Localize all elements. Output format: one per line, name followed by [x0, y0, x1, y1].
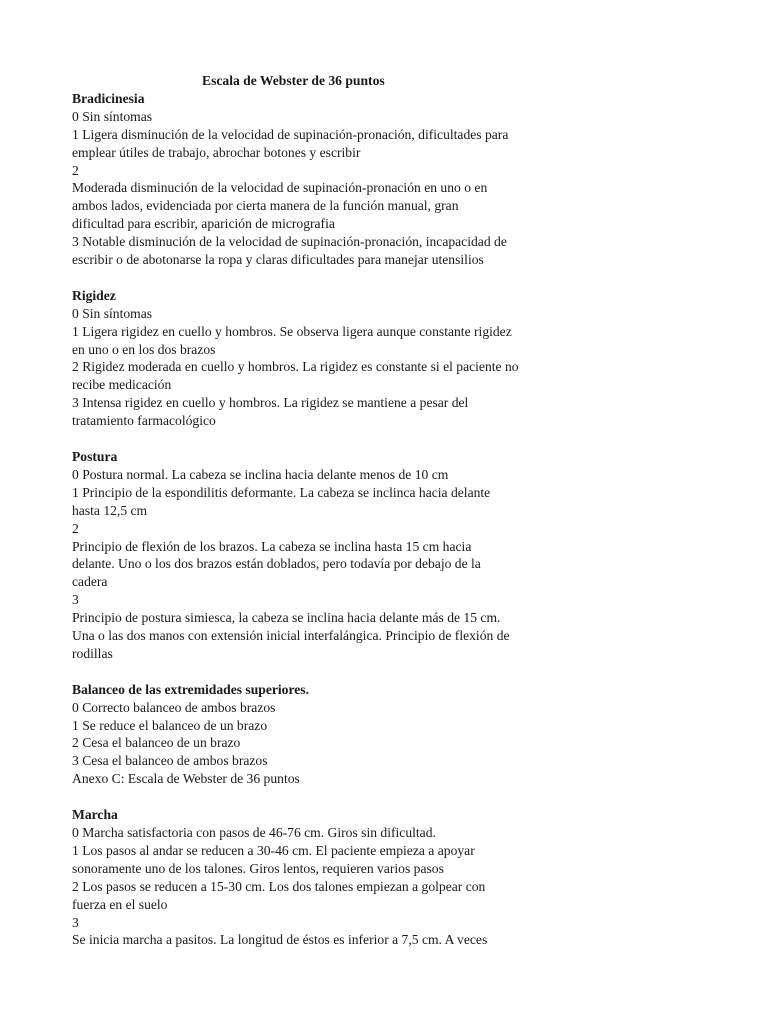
- text-line: escribir o de abotonarse la ropa y claras dificultades para manejar utensilios: [72, 252, 484, 268]
- text-line: 3 Intensa rigidez en cuello y hombros. La rigidez se mantiene a pesar del: [72, 395, 469, 411]
- section-balanceo: [72, 681, 572, 788]
- text-line: 0 Postura normal. La cabeza se inclina hacia delante menos de 10 cm: [72, 466, 449, 482]
- text-line: emplear útiles de trabajo, abrochar botones y escribir: [72, 144, 361, 160]
- section-bradicinesia: [72, 90, 572, 269]
- text-line: cadera: [72, 574, 108, 590]
- text-line: hasta 12,5 cm: [72, 502, 148, 518]
- text-line: fuerza en el suelo: [72, 896, 168, 912]
- text-line: Principio de flexión de los brazos. La cabeza se inclina hasta 15 cm hacia: [72, 538, 472, 554]
- section-heading: Postura: [72, 449, 118, 464]
- text-line: 0 Sin síntomas: [72, 305, 153, 321]
- document-title: Escala de Webster de 36 puntos: [202, 73, 385, 88]
- section-rigidez: [72, 287, 572, 430]
- text-line: recibe medicación: [72, 377, 172, 393]
- text-line: 2 Los pasos se reducen a 15-30 cm. Los dos talones empiezan a golpear con: [72, 878, 486, 894]
- section-marcha: [72, 806, 572, 949]
- text-line: 0 Marcha satisfactoria con pasos de 46-76 cm. Giros sin dificultad.: [72, 825, 436, 840]
- section-heading: Marcha: [72, 807, 118, 823]
- text-line: dificultad para escribir, aparición de micrografia: [72, 216, 335, 232]
- text-line: Principio de postura simiesca, la cabeza se inclina hacia delante más de 15 cm.: [72, 610, 501, 626]
- text-line: Se inicia marcha a pasitos. La longitud de éstos es inferior a 7,5 cm. A veces: [72, 932, 488, 948]
- text-line: 1 Principio de la espondilitis deformante. La cabeza se inclinca hacia delante: [72, 484, 491, 500]
- section-heading: Bradicinesia: [72, 90, 145, 106]
- text-line: 0 Sin síntomas: [72, 108, 153, 124]
- text-line: 3: [72, 592, 79, 608]
- text-line: 0 Correcto balanceo de ambos brazos: [72, 699, 276, 715]
- text-line: Una o las dos manos con extensión inicial interfalángica. Principio de flexión de: [72, 628, 510, 644]
- text-line: 3 Cesa el balanceo de ambos brazos: [72, 753, 268, 769]
- text-line: Moderada disminución de la velocidad de supinación-pronación en uno o en: [72, 180, 488, 196]
- text-line: 3 Notable disminución de la velocidad de supinación-pronación, incapacidad de: [72, 234, 507, 250]
- text-line: Anexo C: Escala de Webster de 36 puntos: [72, 771, 300, 787]
- text-line: tratamiento farmacológico: [72, 413, 216, 429]
- section-heading: Balanceo de las extremidades superiores.: [72, 681, 309, 697]
- document-page: [72, 72, 572, 967]
- text-line: ambos lados, evidenciada por cierta manera de la función manual, gran: [72, 198, 459, 214]
- text-line: 1 Ligera rigidez en cuello y hombros. Se observa ligera aunque constante rigidez: [72, 323, 512, 339]
- text-line: en uno o en los dos brazos: [72, 341, 216, 357]
- text-line: 2: [72, 520, 79, 536]
- section-heading: Rigidez: [72, 287, 116, 303]
- text-line: 3: [72, 914, 79, 930]
- text-line: 1 Los pasos al andar se reducen a 30-46 cm. El paciente empieza a apoyar: [72, 842, 475, 858]
- text-line: 1 Ligera disminución de la velocidad de supinación-pronación, dificultades para: [72, 126, 509, 142]
- text-line: 1 Se reduce el balanceo de un brazo: [72, 717, 268, 733]
- text-line: sonoramente uno de los talones. Giros lentos, requieren varios pasos: [72, 860, 444, 876]
- section-postura: [72, 448, 572, 663]
- text-line: 2 Rigidez moderada en cuello y hombros. La rigidez es constante si el paciente no: [72, 359, 519, 375]
- text-line: 2: [72, 162, 79, 178]
- text-line: 2 Cesa el balanceo de un brazo: [72, 735, 241, 751]
- text-line: rodillas: [72, 645, 113, 661]
- text-line: delante. Uno o los dos brazos están doblados, pero todavía por debajo de la: [72, 556, 481, 572]
